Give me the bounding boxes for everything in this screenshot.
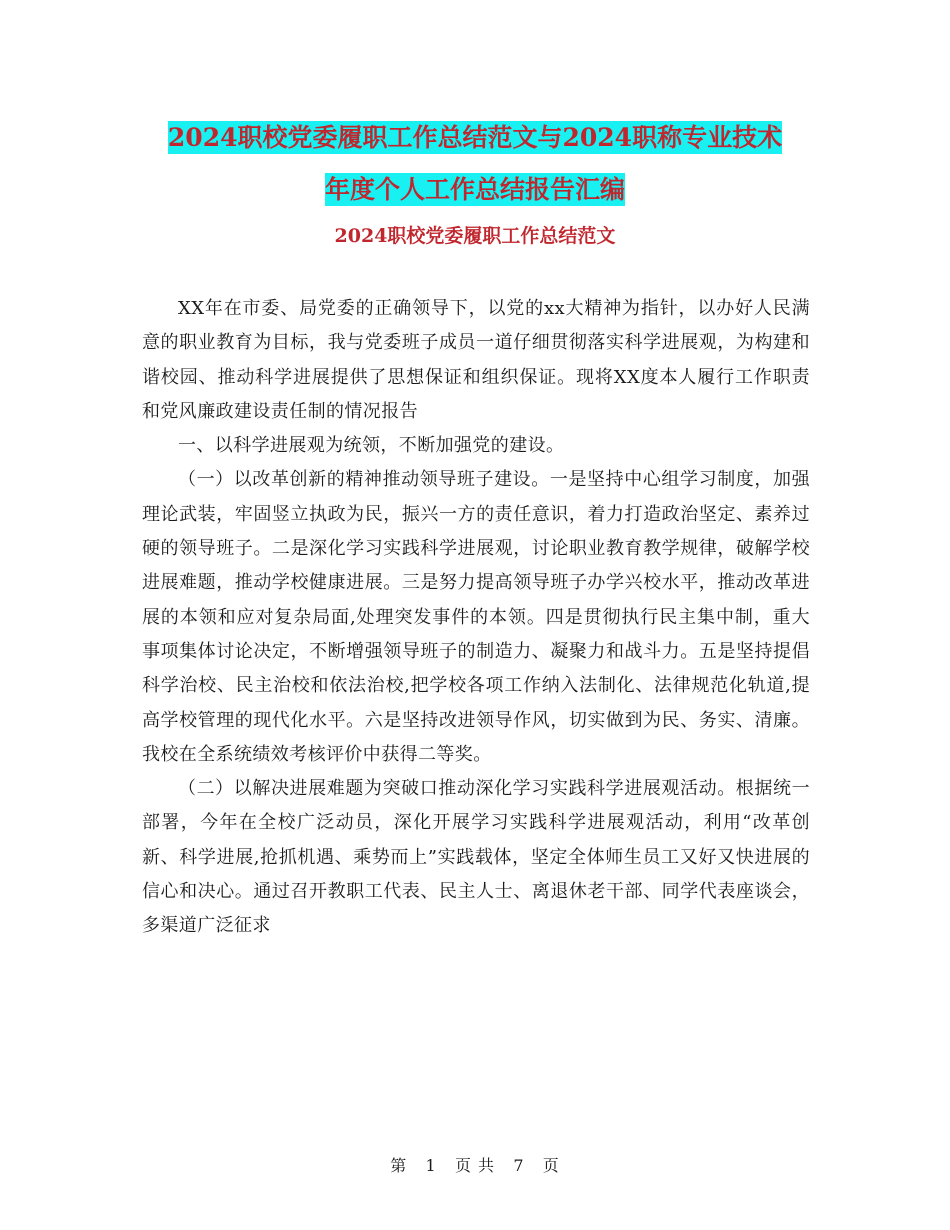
document-body [142,292,810,944]
footer-current-page: 1 [425,1156,437,1175]
document-title-line-1: 2024职校党委履职工作总结范文与2024职称专业技术 [167,123,783,152]
footer-suffix: 页 [542,1156,560,1175]
body-paragraph-practice: （二）以解决进展难题为突破口推动深化学习实践科学进展观活动。根据统一部署，今年在全校广泛动员，深化开展学习实践科学进展观活动，利用“改革创新、科学进展,抢抓机遇、乘势而上”实践载体，坚定全体师生员工又好又快进展的信心和决心。通过召开教职工代表、民主人士、离退休老干部、同学代表座谈会，多渠道广泛征求 [142,778,810,937]
footer-prefix: 第 [390,1156,408,1175]
footer-total-pages: 7 [513,1156,525,1175]
section-title: 2024职校党委履职工作总结范文 [334,225,616,247]
document-title [140,112,810,216]
body-paragraph-intro: XX年在市委、局党委的正确领导下，以党的xx大精神为指针，以办好人民满意的职业教育为目标，我与党委班子成员一道仔细贯彻落实科学进展观，为构建和谐校园、推动科学进展提供了思想保证和组织保证。现将XX度本人履行工作职责和党风廉政建设责任制的情况报告 [142,298,810,422]
page-footer [0,1154,950,1178]
footer-mid: 页 共 [454,1156,496,1175]
document-title-line-2: 年度个人工作总结报告汇编 [324,175,625,204]
body-heading-1: 一、以科学进展观为统领，不断加强党的建设。 [178,435,565,457]
body-paragraph-leadership: （一）以改革创新的精神推动领导班子建设。一是坚持中心组学习制度，加强理论武装，牢固竖立执政为民，振兴一方的责任意识，着力打造政治坚定、素养过硬的领导班子。二是深化学习实践科学进展观，讨论职业教育教学规律，破解学校进展难题，推动学校健康进展。三是努力提高领导班子办学兴校水平，推动改革进展的本领和应对复杂局面,处理突发事件的本领。四是贯彻执行民主集中制，重大事项集体讨论决定，不断增强领导班子的制造力、凝聚力和战斗力。五是坚持提倡科学治校、民主治校和依法治校,把学校各项工作纳入法制化、法律规范化轨道,提高学校管理的现代化水平。六是坚持改进领导作风，切实做到为民、务实、清廉。我校在全系统绩效考核评价中获得二等奖。 [142,469,810,765]
